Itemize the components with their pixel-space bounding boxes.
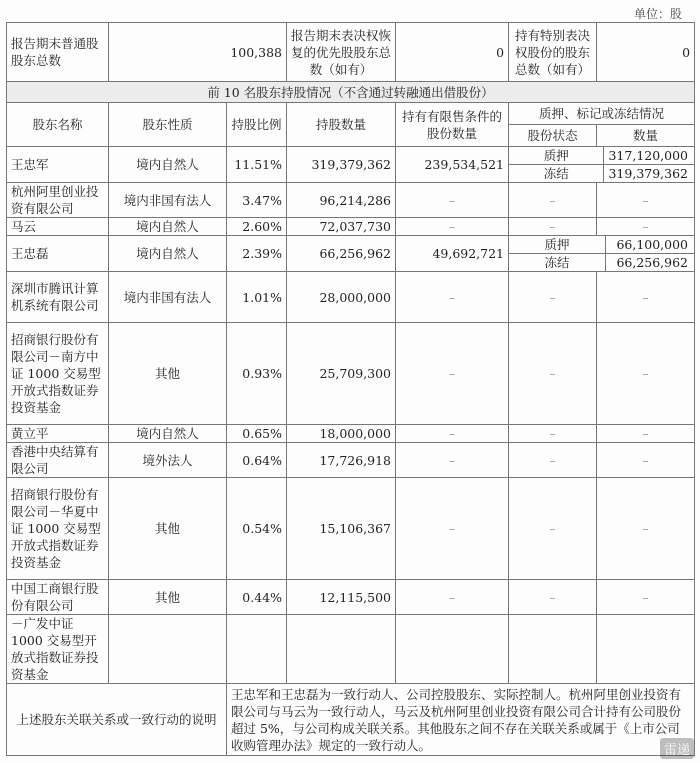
holder-name: 招商银行股份有限公司－南方中证 1000 交易型开放式指数证券投资基金: [7, 323, 109, 425]
pledge-state: –: [509, 478, 597, 580]
holder-nature: 境外法人: [109, 443, 227, 478]
common-holders-label: 报告期末普通股股东总数: [7, 23, 109, 82]
holder-qty: 12,115,500: [287, 580, 396, 615]
holder-nature: 境内自然人: [109, 236, 227, 272]
table-row: [7, 236, 695, 272]
holder-restricted: 239,534,521: [396, 147, 509, 183]
pledge-cell: [509, 147, 695, 183]
pledge-state: –: [509, 183, 597, 218]
table-row: [7, 580, 695, 615]
holder-ratio: 3.47%: [227, 183, 287, 218]
holder-qty: [287, 615, 396, 684]
pledge-amount: 317,120,000: [604, 147, 694, 165]
holder-ratio: 0.93%: [227, 323, 287, 425]
pledge-state: 冻结: [509, 165, 604, 183]
unit-label: 单位：股: [633, 7, 682, 21]
pledge-state: 质押: [509, 147, 604, 165]
header-pledge-group: 质押、标记或冻结情况: [509, 103, 695, 125]
pledge-state: –: [509, 443, 597, 478]
holder-name: 香港中央结算有限公司: [7, 443, 109, 478]
holder-restricted: –: [396, 323, 509, 425]
holder-qty: 319,379,362: [287, 147, 396, 183]
holder-ratio: 2.60%: [227, 218, 287, 236]
holder-nature: 境内自然人: [109, 218, 227, 236]
pledge-amount: 66,100,000: [606, 236, 695, 254]
holder-name: －广发中证 1000 交易型开放式指数证券投资基金: [7, 615, 109, 684]
holder-restricted: [396, 615, 509, 684]
holder-nature: [109, 615, 227, 684]
table-row: [7, 443, 695, 478]
pledge-state: 质押: [509, 236, 606, 254]
pledge-cell: [509, 236, 695, 272]
table-row: [7, 323, 695, 425]
table-row: [7, 183, 695, 218]
holder-ratio: 0.64%: [227, 443, 287, 478]
pledge-state: –: [509, 218, 597, 236]
pledge-amount: 319,379,362: [608, 166, 689, 181]
header-nature: 股东性质: [109, 103, 227, 147]
pledge-amount: –: [597, 272, 695, 323]
header-qty: 持股数量: [287, 103, 396, 147]
relation-row: [7, 684, 695, 756]
pledge-amount: –: [597, 580, 695, 615]
pledge-amount: –: [597, 425, 695, 443]
special-label: 持有特别表决权股份的股东总数（如有）: [509, 23, 597, 82]
header-amount: 数量: [597, 125, 695, 147]
pledge-amount: [597, 615, 695, 684]
pledge-amount: –: [597, 218, 695, 236]
table-row: [7, 478, 695, 580]
holder-ratio: 0.65%: [227, 425, 287, 443]
common-holders-value: 100,388: [109, 23, 287, 82]
holder-restricted: –: [396, 443, 509, 478]
pledge-state: –: [509, 425, 597, 443]
pledge-amount: –: [597, 183, 695, 218]
holder-restricted: –: [396, 580, 509, 615]
header-ratio: 持股比例: [227, 103, 287, 147]
table-row: [7, 425, 695, 443]
holder-qty: 28,000,000: [287, 272, 396, 323]
holder-ratio: 11.51%: [227, 147, 287, 183]
holder-name: 马云: [7, 218, 109, 236]
holder-ratio: 2.39%: [227, 236, 287, 272]
holder-restricted: –: [396, 218, 509, 236]
pledge-state: –: [509, 323, 597, 425]
holder-name: 中国工商银行股份有限公司: [7, 580, 109, 615]
table-row: [7, 272, 695, 323]
header-row-1: [7, 103, 695, 125]
holder-nature: 境内自然人: [109, 147, 227, 183]
holder-qty: 17,726,918: [287, 443, 396, 478]
header-restricted: 持有有限售条件的股份数量: [396, 103, 509, 147]
relation-text: 王忠军和王忠磊为一致行动人、公司控股股东、实际控制人。杭州阿里创业投资有限公司与马云为一致行动人，马云及杭州阿里创业投资有限公司合计持有公司股份超过 5%，与公司构成关联关系。其他股东之间不存在关联关系或属于《上市公司收购管理办法》规定的一致行动人。: [227, 684, 695, 756]
watermark: 雷递: [660, 738, 694, 759]
holder-restricted: –: [396, 478, 509, 580]
holder-name: 招商银行股份有限公司－华夏中证 1000 交易型开放式指数证券投资基金: [7, 478, 109, 580]
holder-ratio: 0.44%: [227, 580, 287, 615]
pref-restored-label: 报告期末表决权恢复的优先股股东总数（如有）: [287, 23, 396, 82]
table-row: [7, 615, 695, 684]
holder-ratio: 0.54%: [227, 478, 287, 580]
holder-qty: 15,106,367: [287, 478, 396, 580]
holder-name: 王忠磊: [7, 236, 109, 272]
holder-name: 杭州阿里创业投资有限公司: [7, 183, 109, 218]
section-title-row: [7, 82, 695, 103]
pledge-amount: –: [597, 443, 695, 478]
holder-qty: 72,037,730: [287, 218, 396, 236]
pledge-state: [509, 615, 597, 684]
shareholder-table: [6, 22, 695, 756]
holder-name: 深圳市腾讯计算机系统有限公司: [7, 272, 109, 323]
holder-restricted: –: [396, 425, 509, 443]
pledge-amount: 66,256,962: [616, 255, 689, 270]
relation-label: 上述股东关联关系或一致行动的说明: [7, 684, 227, 756]
summary-row: [7, 23, 695, 82]
pledge-state: –: [509, 580, 597, 615]
holder-ratio: 1.01%: [227, 272, 287, 323]
pledge-amount: –: [597, 478, 695, 580]
holder-nature: 其他: [109, 478, 227, 580]
pref-restored-value: 0: [396, 23, 509, 82]
holder-qty: 25,709,300: [287, 323, 396, 425]
section-title: 前 10 名股东持股情况（不含通过转融通出借股份）: [7, 82, 695, 103]
holder-restricted: –: [396, 272, 509, 323]
holder-qty: 18,000,000: [287, 425, 396, 443]
table-row: [7, 147, 695, 183]
pledge-amount: –: [597, 323, 695, 425]
header-name: 股东名称: [7, 103, 109, 147]
holder-ratio: [227, 615, 287, 684]
holder-restricted: –: [396, 183, 509, 218]
pledge-state: 冻结: [509, 254, 606, 272]
header-state: 股份状态: [509, 125, 597, 147]
table-row: [7, 218, 695, 236]
holder-nature: 其他: [109, 323, 227, 425]
holder-qty: 96,214,286: [287, 183, 396, 218]
special-value: 0: [597, 23, 695, 82]
pledge-state: –: [509, 272, 597, 323]
holder-nature: 其他: [109, 580, 227, 615]
holder-nature: 境内非国有法人: [109, 183, 227, 218]
holder-qty: 66,256,962: [287, 236, 396, 272]
holder-restricted: 49,692,721: [396, 236, 509, 272]
holder-nature: 境内非国有法人: [109, 272, 227, 323]
holder-name: 王忠军: [7, 147, 109, 183]
holder-name: 黄立平: [7, 425, 109, 443]
holder-nature: 境内自然人: [109, 425, 227, 443]
